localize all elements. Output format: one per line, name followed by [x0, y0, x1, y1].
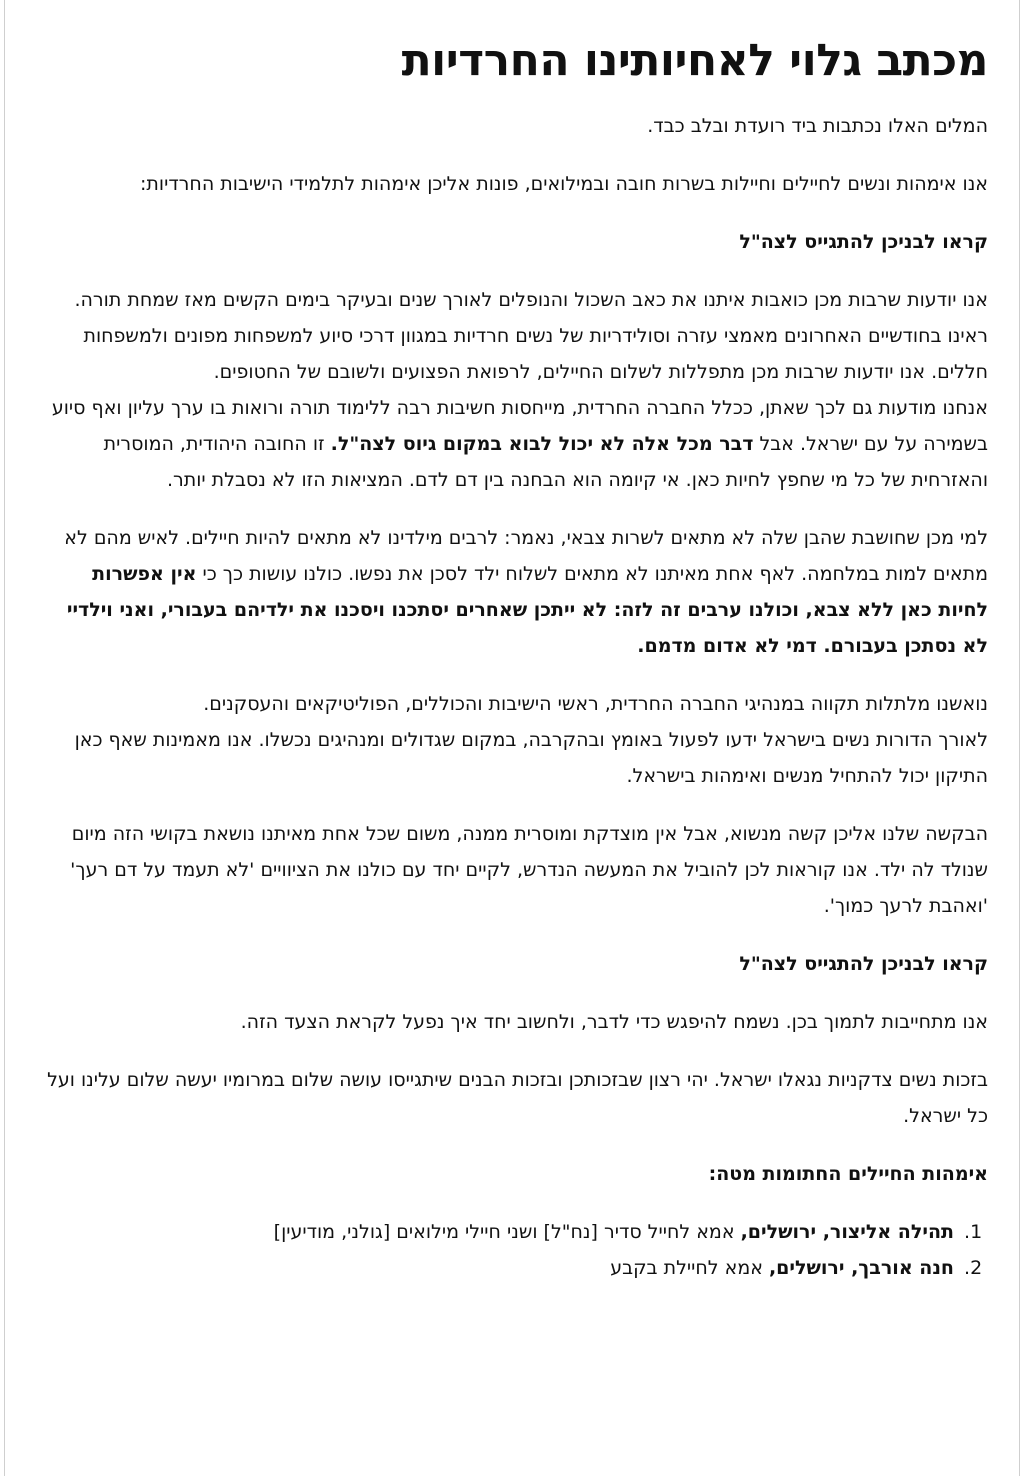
paragraph-2 — [38, 390, 988, 498]
paragraph-3-text-a: למי מכן שחושבת שהבן שלה לא מתאים לשרות צבאי, נאמר: לרבים מילדינו לא מתאים להיות חיילים. לאיש מהם לא מתאים למות במלחמה. לאף אחת מאיתנו לא מתאים לשלוח ילד לסכן את נפשו. כולנו עושות כך כי — [64, 527, 988, 585]
list-item — [38, 1250, 958, 1286]
signatories-list — [38, 1214, 988, 1286]
paragraph-2-text-c: זו החובה היהודית, המוסרית והאזרחית של כל מי שחפץ לחיות כאן. אי קיומה הוא הבחנה בין דם לדם. המציאות הזו לא נסבלת יותר. — [103, 433, 988, 491]
call-heading-2: קראו לבניכן להתגייס לצה"ל — [739, 953, 988, 975]
paragraph-5: הבקשה שלנו אליכן קשה מנשוא, אבל אין מוצדקת ומוסרית ממנה, משום שכל אחת מאיתנו נושאת בקושי הזה מיום שנולד לה ילד. אנו קוראות לכן להוביל את המעשה הנדרש, לקיים יחד עם כולנו את הציוויים 'לא תעמד על דם רעך' 'ואהבת לרעך כמוך'. — [70, 823, 988, 917]
signatories-heading: אימהות החיילים החתומות מטה: — [708, 1163, 988, 1185]
paragraph-1: אנו יודעות שרבות מכן כואבות איתנו את כאב השכול והנופלים לאורך שנים ובעיקר בימים הקשים מאז שמחת תורה. ראינו בחודשיים האחרונים מאמצי עזרה וסולידריות של נשים חרדיות במגוון דרכי סיוע למשפחות מפונים ולמשפחות חללים. אנו יודעות שרבות מכן מתפללות לשלום החיילים, לרפואת הפצועים ולשובם של החטופים. — [74, 289, 988, 383]
address-paragraph: אנו אימהות ונשים לחיילים וחיילות בשרות חובה ובמילואים, פונות אליכן אימהות לתלמידי הישיבות החרדיות: — [140, 173, 988, 195]
signatory-desc: אמא לחייל סדיר [נח"ל] ושני חיילי מילואים [גולני, מודיעין] — [273, 1221, 741, 1243]
call-heading-1: קראו לבניכן להתגייס לצה"ל — [739, 231, 988, 253]
intro-paragraph: המלים האלו נכתבות ביד רועדת ובלב כבד. — [647, 115, 988, 137]
letter-content — [38, 26, 988, 1286]
paragraph-2-bold: דבר מכל אלה לא יכול לבוא במקום גיוס לצה"ל. — [330, 433, 754, 455]
paragraph-7: בזכות נשים צדקניות נגאלו ישראל. יהי רצון שבזכותכן ובזכות הבנים שיתגייסו עושה שלום במרומיו יעשה שלום עלינו ועל כל ישראל. — [47, 1069, 988, 1127]
signatory-name: תהילה אליצור, ירושלים, — [740, 1221, 954, 1243]
paragraph-3 — [38, 520, 988, 664]
paragraph-6: אנו מתחייבות לתמוך בכן. נשמח להיפגש כדי לדבר, ולחשוב יחד איך נפעל לקראת הצעד הזה. — [240, 1011, 988, 1033]
page-title: מכתב גלוי לאחיותינו החרדיות — [401, 35, 988, 86]
signatory-name: חנה אורבך, ירושלים, — [768, 1257, 954, 1279]
paragraph-3-bold: אין אפשרות לחיות כאן ללא צבא, וכולנו ערבים זה לזה: לא ייתכן שאחרים יסתכנו ויסכנו את ילדיהם בעבורי, ואני וילדיי לא נסתכן בעבורם. דמי לא אדום מדמם. — [66, 563, 988, 657]
list-item — [38, 1214, 958, 1250]
paragraph-2-text-a: אנחנו מודעות גם לכך שאתן, ככלל החברה החרדית, מייחסות חשיבות רבה ללימוד תורה ורואות בו ערך עליון ואף סיוע בשמירה על עם ישראל. אבל — [51, 397, 988, 455]
paragraph-4b: לאורך הדורות נשים בישראל ידעו לפעול באומץ ובהקרבה, במקום שגדולים ומנהיגים נכשלו. אנו מאמינות שאף כאן התיקון יכול להתחיל מנשים ואימהות בישראל. — [74, 729, 988, 787]
paragraph-4a: נואשנו מלתלות תקווה במנהיגי החברה החרדית, ראשי הישיבות והכוללים, הפוליטיקאים והעסקנים. — [203, 693, 988, 715]
signatory-desc: אמא לחיילת בקבע — [610, 1257, 769, 1279]
